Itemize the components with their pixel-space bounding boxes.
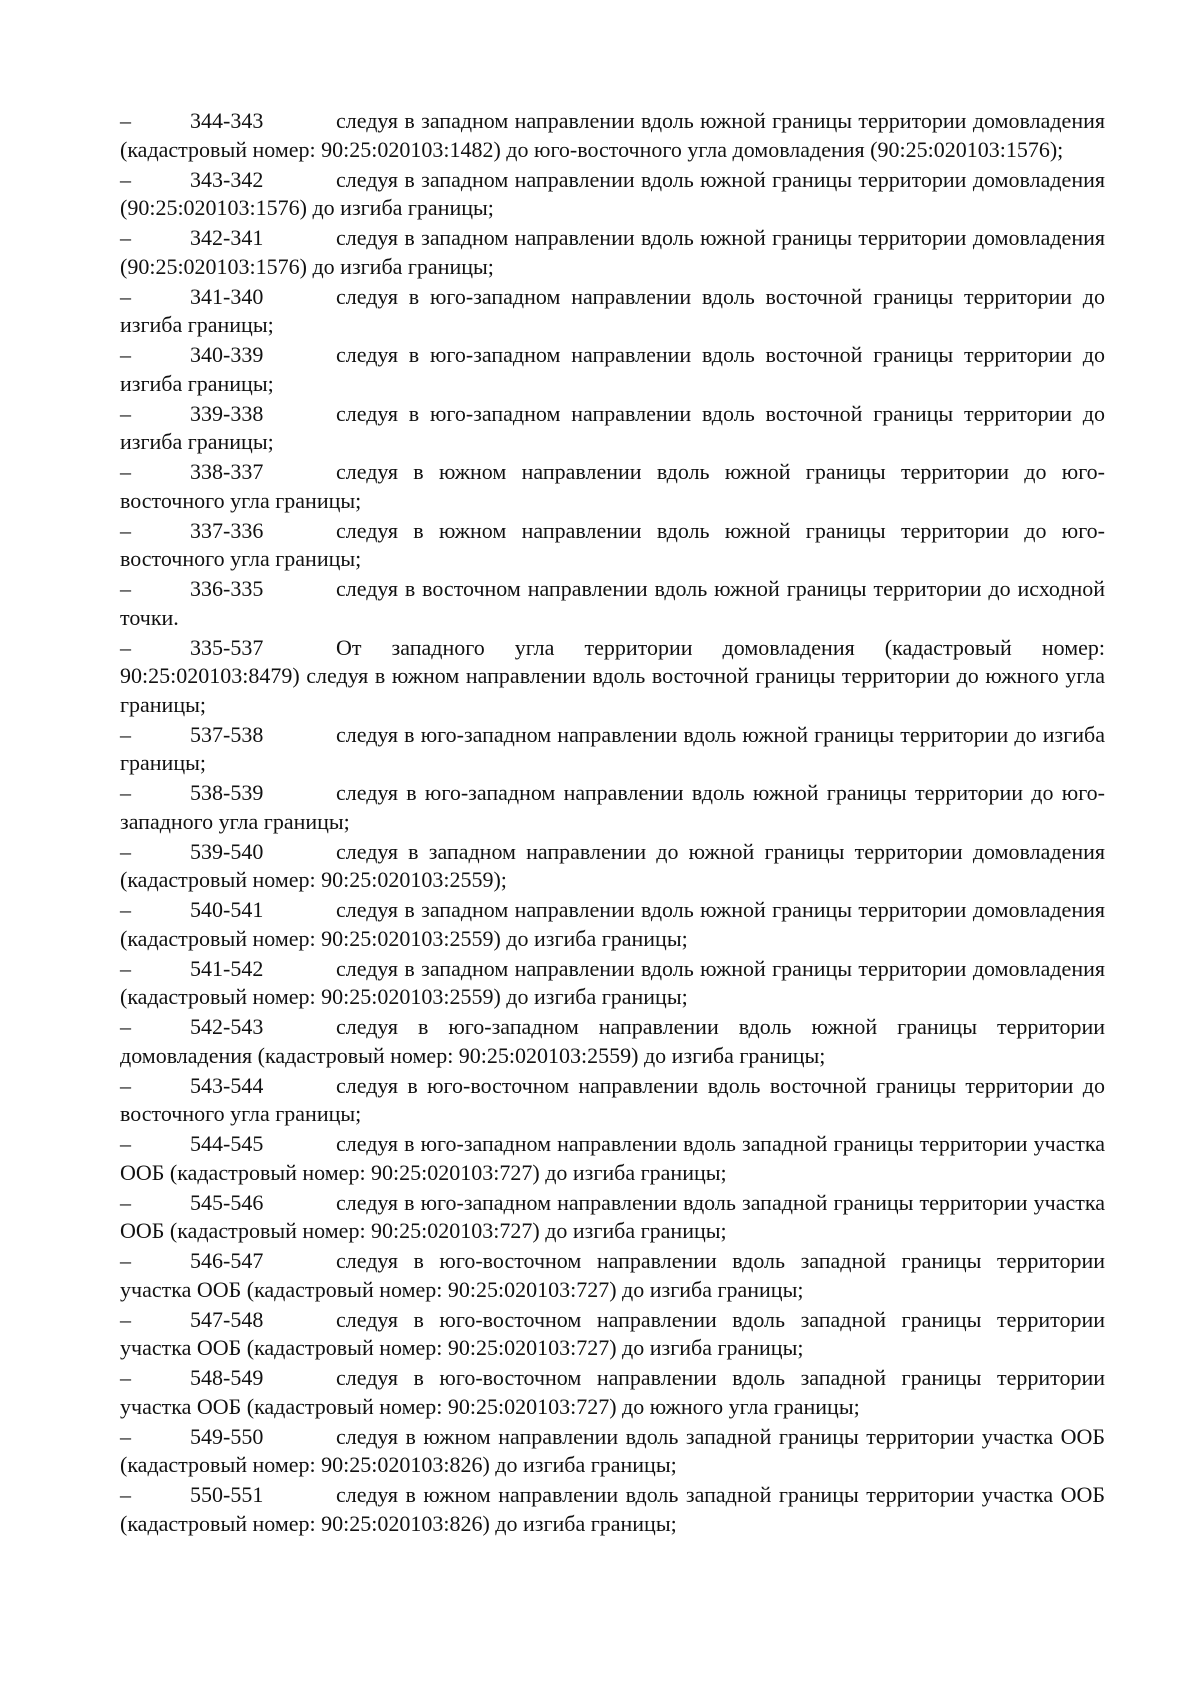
list-dash: –: [120, 838, 131, 864]
boundary-entry: [120, 838, 1105, 895]
boundary-entry: [120, 896, 1105, 953]
point-range: 338-337: [190, 459, 264, 484]
entry-text: следуя в западном направлении вдоль южной границы территории домовладения (кадастровый номер: 90:25:020103:1482) до юго-восточного угла домовладения (90:25:020103:1576);: [120, 108, 1105, 162]
boundary-entry: [120, 1189, 1105, 1246]
boundary-entry: [120, 575, 1105, 632]
entry-text: следуя в западном направлении вдоль южной границы территории домовладения (кадастровый номер: 90:25:020103:2559) до изгиба границы;: [120, 955, 1105, 1009]
point-range: 541-542: [190, 955, 264, 981]
point-range: 537-538: [190, 721, 264, 747]
list-dash: –: [120, 1072, 131, 1098]
entry-text: следуя в юго-западном направлении вдоль южной границы территории до юго-западного угла границы;: [120, 780, 1105, 834]
entry-text: следуя в юго-западном направлении вдоль западной границы территории участка ООБ (кадастровый номер: 90:25:020103:727) до изгиба границы;: [120, 1189, 1105, 1243]
list-dash: –: [120, 459, 131, 484]
point-range: 540-541: [190, 897, 264, 922]
point-range: 548-549: [190, 1365, 264, 1390]
list-dash: –: [120, 1189, 131, 1215]
entry-text: следуя в западном направлении до южной границы территории домовладения (кадастровый номер: 90:25:020103:2559);: [120, 838, 1105, 892]
entry-text: следуя в западном направлении вдоль южной границы территории домовладения (90:25:020103:1576) до изгиба границы;: [120, 166, 1105, 220]
entry-text: следуя в восточном направлении вдоль южной границы территории до исходной точки.: [120, 576, 1105, 630]
list-dash: –: [120, 634, 131, 660]
point-range: 550-551: [190, 1482, 264, 1507]
point-range: 343-342: [190, 166, 264, 192]
entry-text: следуя в юго-западном направлении вдоль восточной границы территории до изгиба границы;: [120, 400, 1105, 454]
point-range: 545-546: [190, 1189, 264, 1215]
list-dash: –: [120, 1365, 131, 1390]
boundary-entry: [120, 224, 1105, 281]
boundary-entry: [120, 1481, 1105, 1538]
boundary-entry: [120, 1247, 1105, 1304]
list-dash: –: [120, 1014, 131, 1039]
entry-text: следуя в юго-западном направлении вдоль восточной границы территории до изгиба границы;: [120, 342, 1105, 396]
point-range: 335-537: [190, 634, 264, 660]
point-range: 543-544: [190, 1072, 264, 1098]
entry-text: следуя в западном направлении вдоль южной границы территории домовладения (90:25:020103:1576) до изгиба границы;: [120, 225, 1105, 279]
entry-text: следуя в юго-восточном направлении вдоль западной границы территории участка ООБ (кадастровый номер: 90:25:020103:727) до изгиба границы;: [120, 1248, 1105, 1302]
list-dash: –: [120, 780, 131, 805]
boundary-entry: [120, 1306, 1105, 1363]
boundary-entry: [120, 283, 1105, 340]
boundary-entry: [120, 1072, 1105, 1129]
boundary-entry: [120, 955, 1105, 1012]
point-range: 336-335: [190, 576, 264, 601]
list-dash: –: [120, 1482, 131, 1507]
point-range: 539-540: [190, 838, 264, 864]
boundary-entry: [120, 107, 1105, 164]
entry-text: следуя в южном направлении вдоль западной границы территории участка ООБ (кадастровый номер: 90:25:020103:826) до изгиба границы;: [120, 1423, 1105, 1477]
entry-text: следуя в южном направлении вдоль южной границы территории до юго-восточного угла границы;: [120, 517, 1105, 571]
point-range: 337-336: [190, 517, 264, 543]
point-range: 344-343: [190, 108, 264, 133]
point-range: 341-340: [190, 283, 264, 309]
boundary-entry: [120, 166, 1105, 223]
list-dash: –: [120, 1423, 131, 1449]
boundary-entry: [120, 1423, 1105, 1480]
entry-text: следуя в юго-западном направлении вдоль западной границы территории участка ООБ (кадастровый номер: 90:25:020103:727) до изгиба границы;: [120, 1131, 1105, 1185]
point-range: 544-545: [190, 1131, 264, 1156]
list-dash: –: [120, 225, 131, 250]
point-range: 538-539: [190, 780, 264, 805]
list-dash: –: [120, 897, 131, 922]
boundary-entry: [120, 400, 1105, 457]
boundary-entry: [120, 458, 1105, 515]
entry-text: следуя в юго-восточном направлении вдоль западной границы территории участка ООБ (кадастровый номер: 90:25:020103:727) до южного угла границы;: [120, 1365, 1105, 1419]
entry-text: следуя в западном направлении вдоль южной границы территории домовладения (кадастровый номер: 90:25:020103:2559) до изгиба границы;: [120, 897, 1105, 951]
entry-text: следуя в юго-западном направлении вдоль южной границы территории домовладения (кадастровый номер: 90:25:020103:2559) до изгиба границы;: [120, 1014, 1105, 1068]
entry-text: следуя в южном направлении вдоль западной границы территории участка ООБ (кадастровый номер: 90:25:020103:826) до изгиба границы;: [120, 1482, 1105, 1536]
list-dash: –: [120, 955, 131, 981]
point-range: 546-547: [190, 1248, 264, 1273]
boundary-entry: [120, 1130, 1105, 1187]
point-range: 549-550: [190, 1423, 264, 1449]
point-range: 542-543: [190, 1014, 264, 1039]
point-range: 339-338: [190, 400, 264, 426]
point-range: 547-548: [190, 1306, 264, 1332]
entry-text: следуя в юго-западном направлении вдоль восточной границы территории до изгиба границы;: [120, 283, 1105, 337]
entry-text: От западного угла территории домовладения (кадастровый номер: 90:25:020103:8479) следуя в южном направлении вдоль восточной границы территории до южного угла границы;: [120, 634, 1105, 717]
point-range: 342-341: [190, 225, 264, 250]
boundary-entry: [120, 721, 1105, 778]
list-dash: –: [120, 1248, 131, 1273]
list-dash: –: [120, 342, 131, 367]
entry-text: следуя в южном направлении вдоль южной границы территории до юго-восточного угла границы;: [120, 459, 1105, 513]
boundary-entry: [120, 1364, 1105, 1421]
entry-text: следуя в юго-восточном направлении вдоль западной границы территории участка ООБ (кадастровый номер: 90:25:020103:727) до изгиба границы;: [120, 1306, 1105, 1360]
list-dash: –: [120, 721, 131, 747]
document-page: [120, 107, 1105, 1540]
entry-text: следуя в юго-западном направлении вдоль южной границы территории до изгиба границы;: [120, 721, 1105, 775]
list-dash: –: [120, 1306, 131, 1332]
boundary-entry: [120, 779, 1105, 836]
boundary-entry: [120, 1013, 1105, 1070]
boundary-entry: [120, 341, 1105, 398]
boundary-entry: [120, 517, 1105, 574]
list-dash: –: [120, 166, 131, 192]
list-dash: –: [120, 1131, 131, 1156]
list-dash: –: [120, 517, 131, 543]
entry-text: следуя в юго-восточном направлении вдоль восточной границы территории до восточного угла границы;: [120, 1072, 1105, 1126]
list-dash: –: [120, 283, 131, 309]
boundary-entry: [120, 634, 1105, 720]
point-range: 340-339: [190, 342, 264, 367]
list-dash: –: [120, 576, 131, 601]
list-dash: –: [120, 108, 131, 133]
list-dash: –: [120, 400, 131, 426]
